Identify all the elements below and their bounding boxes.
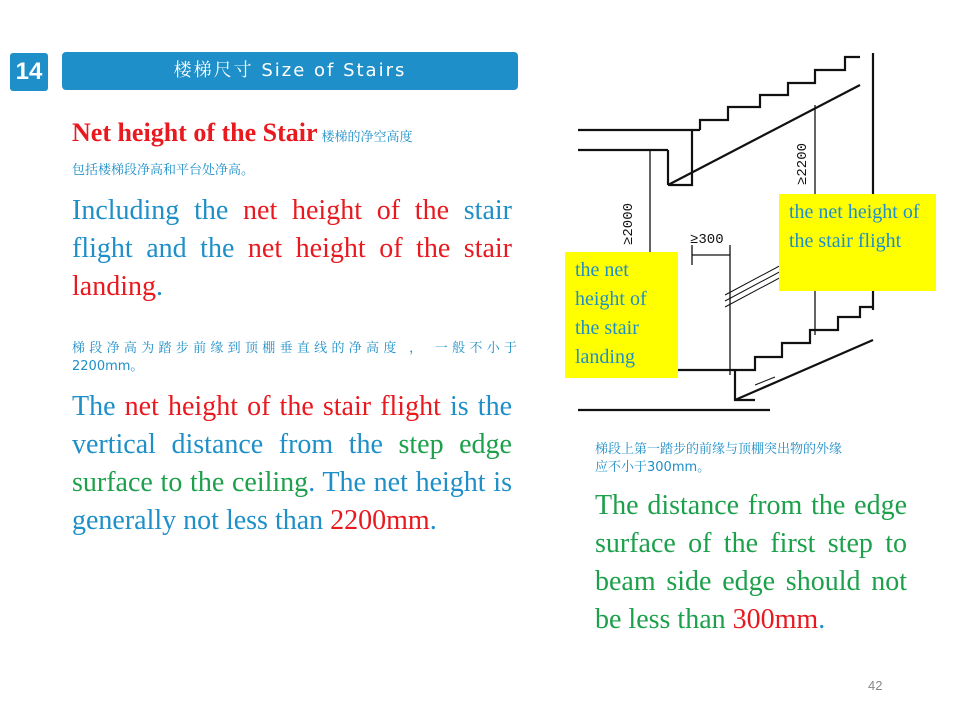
text-span: 300mm [732, 604, 819, 635]
dimension-label-2200: ≥2200 [795, 142, 811, 185]
slide-number-badge: 14 [10, 53, 48, 91]
callout-landing-height: the net height of the stair landing [565, 252, 678, 378]
text-span: The [72, 391, 125, 422]
heading-zh: 楼梯的净空高度 [321, 130, 413, 145]
lower-stair-steps [720, 307, 873, 370]
text-span: The distance from the edge surface of the first step to beam side edge should not be less than [595, 490, 907, 635]
dimension-label-300: ≥300 [690, 232, 724, 248]
page-number: 42 [868, 678, 883, 693]
text-span: is the vertical distance from the [72, 391, 513, 460]
text-span: net height of the [243, 195, 450, 226]
text-span: net height of the stair flight [124, 391, 441, 422]
text-span: . [429, 505, 437, 536]
zh-line: 2200mm。 [72, 359, 144, 374]
zh-line: 梯段上第一踏步的前缘与顶棚突出物的外缘 [595, 442, 843, 457]
zh-line: 应不小于300mm。 [595, 460, 711, 475]
slide-title: 楼梯尺寸 Size of Stairs [62, 52, 518, 90]
heading-en: Net height of the Stair [72, 118, 318, 147]
paragraph-beam-distance [595, 487, 907, 639]
callout-flight-height: the net height of the stair flight [779, 194, 936, 291]
beam-distance-note-zh [595, 441, 915, 477]
text-span: 2200mm [330, 505, 430, 536]
landing-beam [668, 130, 692, 185]
subtitle-zh: 包括楼梯段净高和平台处净高。 [72, 163, 255, 178]
zh-line: 梯段净高为踏步前缘到顶棚垂直线的净高度 ， 一般不小于 [72, 341, 517, 356]
text-span: step edge surface to the ceiling [72, 429, 512, 498]
text-span: . [156, 271, 163, 302]
paragraph-flight-height [72, 388, 512, 540]
upper-stair-steps [700, 57, 860, 130]
flight-height-note-zh [72, 340, 517, 376]
upper-stair-soffit [668, 85, 860, 185]
dimension-label-2000: ≥2000 [621, 202, 637, 245]
text-span: net height of the stair landing [72, 233, 513, 302]
text-span: stair flight and the [72, 195, 512, 264]
section-heading [72, 118, 413, 148]
text-span: . [818, 604, 826, 635]
text-span: . The net height is generally not less than [72, 467, 512, 536]
paragraph-net-height-intro [72, 192, 512, 306]
text-span: Including the [72, 195, 244, 226]
